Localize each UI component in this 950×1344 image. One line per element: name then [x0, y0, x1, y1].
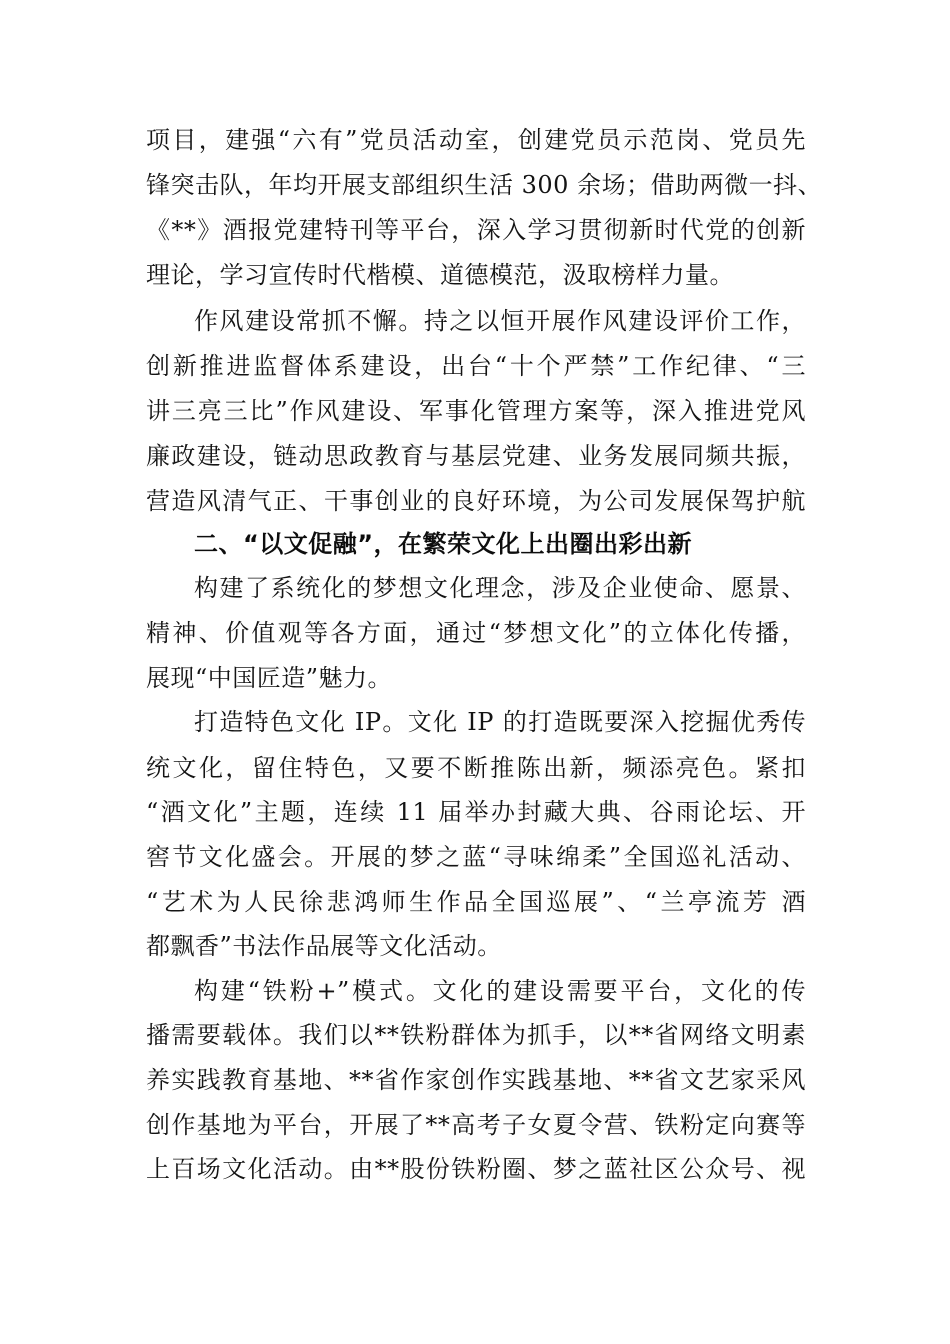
- paragraph-line: 打造特色文化 IP。文化 IP 的打造既要深入挖掘优秀传: [194, 708, 806, 736]
- paragraph-line: 理论，学习宣传时代楷模、道德模范，汲取榜样力量。: [146, 261, 734, 289]
- paragraph-line: “酒文化”主题，连续 11 届举办封藏大典、谷雨论坛、开: [146, 798, 806, 826]
- paragraph-line: 构建了系统化的梦想文化理念，涉及企业使命、愿景、: [194, 574, 806, 602]
- section-heading: 二、“以文促融”，在繁荣文化上出圈出彩出新: [194, 530, 693, 558]
- paragraph-line: 精神、价值观等各方面，通过“梦想文化”的立体化传播，: [146, 619, 806, 647]
- paragraph-line: 创新推进监督体系建设，出台“十个严禁”工作纪律、“三: [146, 352, 806, 380]
- paragraph-line: 播需要载体。我们以**铁粉群体为抓手，以**省网络文明素: [146, 1021, 806, 1049]
- paragraph-line: 廉政建设，链动思政教育与基层党建、业务发展同频共振，: [146, 442, 806, 470]
- paragraph-line: 窖节文化盛会。开展的梦之蓝“寻味绵柔”全国巡礼活动、: [146, 843, 806, 871]
- paragraph-line: 都飘香”书法作品展等文化活动。: [146, 932, 502, 960]
- paragraph-line: 构建“铁粉+”模式。文化的建设需要平台，文化的传: [194, 977, 806, 1005]
- paragraph-line: 《**》酒报党建特刊等平台，深入学习贯彻新时代党的创新: [146, 216, 806, 244]
- paragraph-line: 项目，建强“六有”党员活动室，创建党员示范岗、党员先: [146, 126, 806, 154]
- paragraph-line: 上百场文化活动。由**股份铁粉圈、梦之蓝社区公众号、视: [146, 1155, 806, 1183]
- paragraph-line: “艺术为人民徐悲鸿师生作品全国巡展”、“兰亭流芳 酒: [146, 888, 806, 916]
- paragraph-line: 统文化，留住特色，又要不断推陈出新，频添亮色。紧扣: [146, 754, 806, 782]
- paragraph-line: 养实践教育基地、**省作家创作实践基地、**省文艺家采风: [146, 1066, 806, 1094]
- paragraph-line: 讲三亮三比”作风建设、军事化管理方案等，深入推进党风: [146, 397, 806, 425]
- paragraph-line: 作风建设常抓不懈。持之以恒开展作风建设评价工作，: [194, 307, 806, 335]
- paragraph-line: 创作基地为平台，开展了**高考子女夏令营、铁粉定向赛等: [146, 1111, 806, 1139]
- paragraph-line: 展现“中国匠造”魅力。: [146, 664, 393, 692]
- paragraph-line: 锋突击队，年均开展支部组织生活 300 余场；借助两微一抖、: [146, 171, 823, 199]
- paragraph-line: 营造风清气正、干事创业的良好环境，为公司发展保驾护航: [146, 487, 806, 515]
